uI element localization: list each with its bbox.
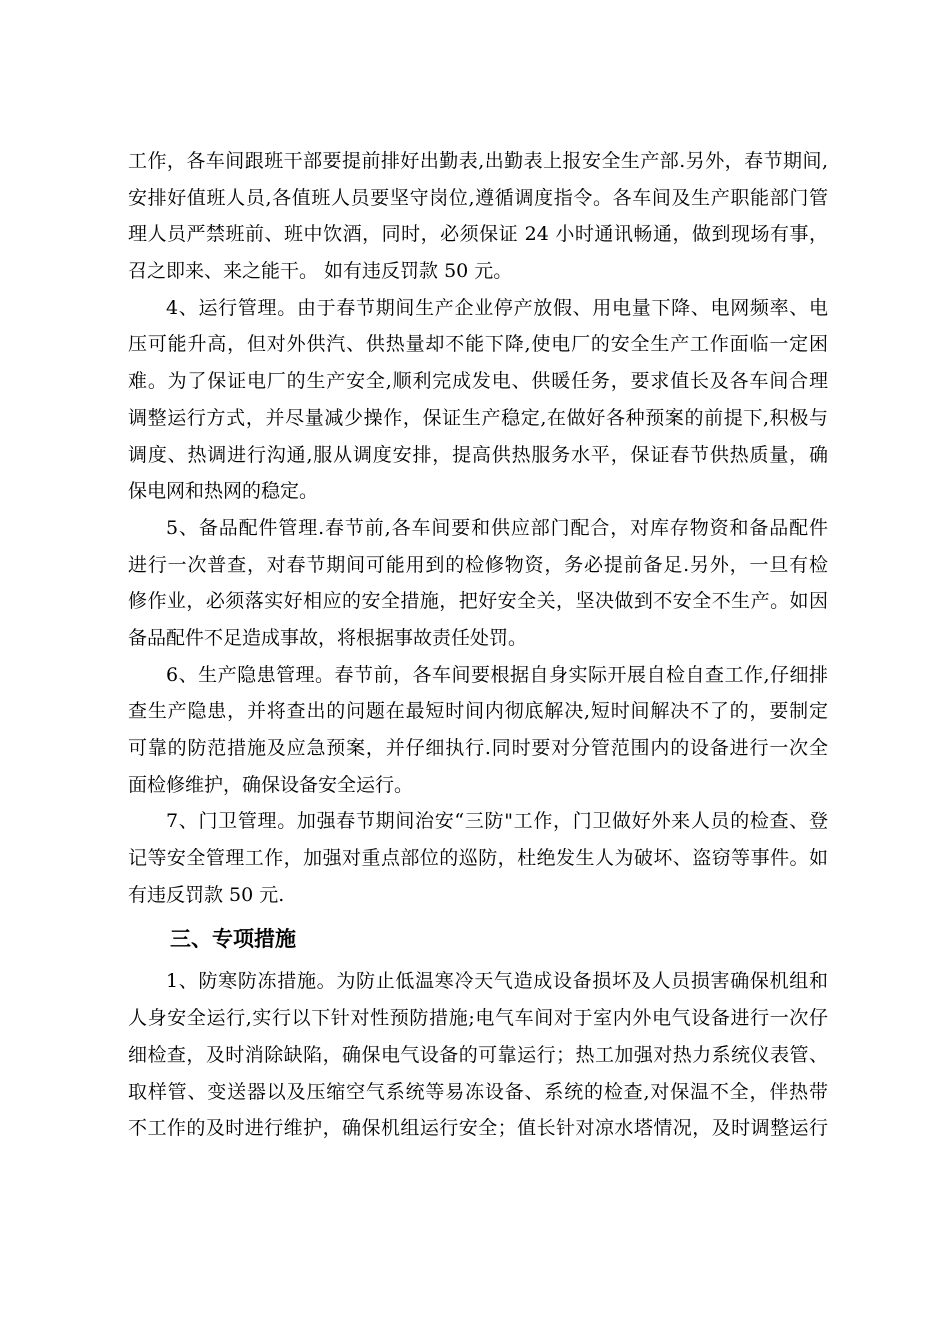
paragraph-operation-management	[128, 290, 828, 510]
text-line: 取样管、变送器以及压缩空气系统等易冻设备、系统的检查,对保温不全，伴热带	[128, 1080, 828, 1103]
paragraph-gate-management	[128, 803, 828, 913]
text-line: 理人员严禁班前、班中饮酒，同时，必须保证 24 小时通讯畅通，做到现场有事，	[128, 223, 828, 246]
section-heading: 三、专项措施	[170, 927, 296, 952]
text-line: 调度、热调进行沟通,服从调度安排，提高供热服务水平，保证春节供热质量，确	[128, 443, 828, 466]
text-line: 查生产隐患，并将查出的问题在最短时间内彻底解决,短时间解决不了的，要制定	[128, 700, 828, 723]
text-line: 安排好值班人员,各值班人员要坚守岗位,遵循调度指令。各车间及生产职能部门管	[128, 186, 828, 209]
paragraph-cold-protection	[128, 963, 828, 1146]
text-line: 6、生产隐患管理。春节前，各车间要根据自身实际开展自检自查工作,仔细排	[166, 663, 828, 686]
text-line: 记等安全管理工作，加强对重点部位的巡防，杜绝发生人为破坏、盗窃等事件。如	[128, 847, 828, 870]
text-line: 调整运行方式，并尽量减少操作，保证生产稳定,在做好各种预案的前提下,积极与	[128, 406, 828, 429]
text-line: 面检修维护，确保设备安全运行。	[128, 773, 414, 796]
text-line: 可靠的防范措施及应急预案，并仔细执行.同时要对分管范围内的设备进行一次全	[128, 737, 828, 759]
paragraph-spare-parts-management	[128, 510, 828, 657]
text-line: 进行一次普查，对春节期间可能用到的检修物资，务必提前备足.另外，一旦有检	[128, 553, 828, 576]
paragraph-hazard-management	[128, 657, 828, 804]
text-line: 备品配件不足造成事故，将根据事故责任处罚。	[128, 626, 528, 649]
text-line: 细检查，及时消除缺陷，确保电气设备的可靠运行；热工加强对热力系统仪表管、	[128, 1043, 828, 1066]
text-line: 7、门卫管理。加强春节期间治安“三防"工作，门卫做好外来人员的检查、登	[166, 810, 828, 833]
text-line: 有违反罚款 50 元.	[128, 883, 285, 906]
text-line: 保电网和热网的稳定。	[128, 480, 319, 503]
text-line: 难。为了保证电厂的生产安全,顺利完成发电、供暖任务，要求值长及各车间合理	[128, 370, 828, 393]
text-line: 人身安全运行,实行以下针对性预防措施;电气车间对于室内外电气设备进行一次仔	[128, 1007, 828, 1030]
text-line: 工作，各车间跟班干部要提前排好出勤表,出勤表上报安全生产部.另外，春节期间,	[128, 150, 828, 172]
text-line: 5、备品配件管理.春节前,各车间要和供应部门配合，对库存物资和备品配件	[166, 516, 828, 539]
document-page	[128, 143, 828, 1147]
text-line: 召之即来、来之能干。 如有违反罚款 50 元。	[128, 260, 513, 283]
text-line: 不工作的及时进行维护，确保机组运行安全；值长针对凉水塔情况，及时调整运行	[128, 1117, 828, 1140]
text-line: 压可能升高，但对外供汽、供热量却不能下降,使电厂的安全生产工作面临一定困	[128, 333, 828, 356]
text-line: 1、防寒防冻措施。为防止低温寒冷天气造成设备损坏及人员损害确保机组和	[166, 970, 828, 993]
paragraph-duty-continuation	[128, 143, 828, 290]
text-line: 修作业，必须落实好相应的安全措施，把好安全关，坚决做到不安全不生产。如因	[128, 590, 828, 613]
text-line: 4、运行管理。由于春节期间生产企业停产放假、用电量下降、电网频率、电	[166, 296, 828, 319]
